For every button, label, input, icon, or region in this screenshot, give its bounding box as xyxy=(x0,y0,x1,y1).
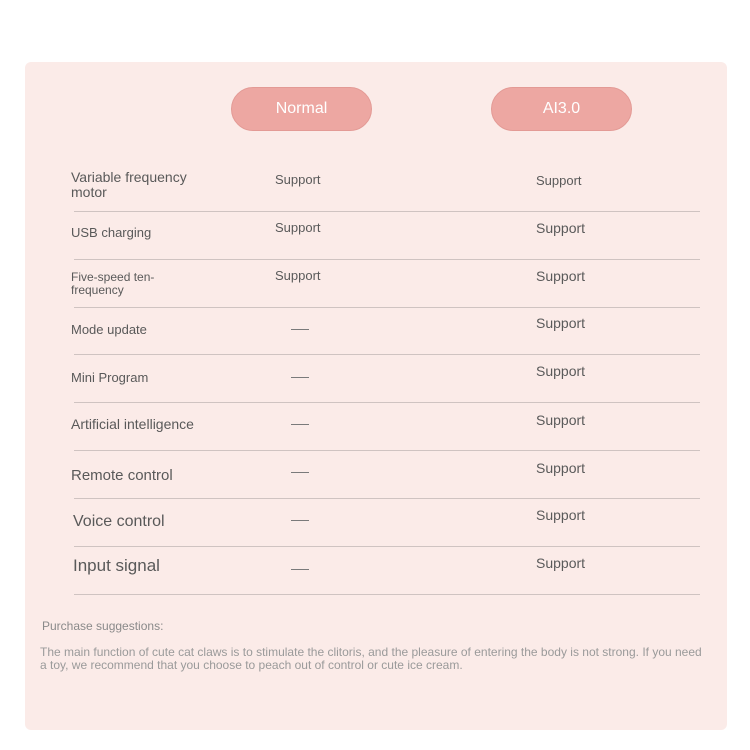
normal-value-dash xyxy=(291,424,309,425)
column-header-normal xyxy=(231,87,372,131)
ai-value: Support xyxy=(536,363,586,379)
purchase-suggestions-title: Purchase suggestions: xyxy=(42,619,164,633)
ai-value: Support xyxy=(536,268,586,284)
row-divider xyxy=(74,402,700,403)
row-divider xyxy=(74,546,700,547)
ai-value: Support xyxy=(536,507,586,523)
normal-value-dash xyxy=(291,377,309,378)
normal-value: Support xyxy=(275,172,321,187)
row-divider xyxy=(74,211,700,212)
feature-label: Variable frequency motor xyxy=(71,169,187,200)
feature-label: Input signal xyxy=(73,556,160,575)
purchase-suggestions-text: The main function of cute cat claws is to stimulate the clitoris, and the pleasure of entering the body is not strong. If you need a toy, we recommend that you choose to peach out of control or cute ice cream. xyxy=(40,645,702,672)
row-divider xyxy=(74,450,700,451)
normal-value-dash xyxy=(291,329,309,330)
feature-label: Remote control xyxy=(71,467,173,484)
comparison-card xyxy=(25,62,727,730)
ai-value: Support xyxy=(536,173,582,188)
row-divider xyxy=(74,498,700,499)
row-divider xyxy=(74,594,700,595)
normal-value-dash xyxy=(291,569,309,570)
column-header-ai-label: AI3.0 xyxy=(542,100,581,117)
normal-value-dash xyxy=(291,472,309,473)
normal-value-dash xyxy=(291,520,309,521)
feature-label: Voice control xyxy=(73,513,165,530)
column-header-ai xyxy=(491,87,632,131)
feature-label: Mini Program xyxy=(71,370,149,385)
ai-value: Support xyxy=(536,220,586,236)
row-divider xyxy=(74,259,700,260)
ai-value: Support xyxy=(536,460,586,476)
ai-value: Support xyxy=(536,555,586,571)
column-header-normal-label: Normal xyxy=(275,100,328,117)
row-divider xyxy=(74,307,700,308)
feature-label: Artificial intelligence xyxy=(71,416,194,432)
ai-value: Support xyxy=(536,315,586,331)
feature-label: USB charging xyxy=(71,225,152,240)
feature-label: Mode update xyxy=(71,322,147,337)
ai-value: Support xyxy=(536,412,586,428)
normal-value: Support xyxy=(275,220,321,235)
row-divider xyxy=(74,354,700,355)
feature-label: Five-speed ten-frequency xyxy=(71,270,155,297)
normal-value: Support xyxy=(275,268,321,283)
